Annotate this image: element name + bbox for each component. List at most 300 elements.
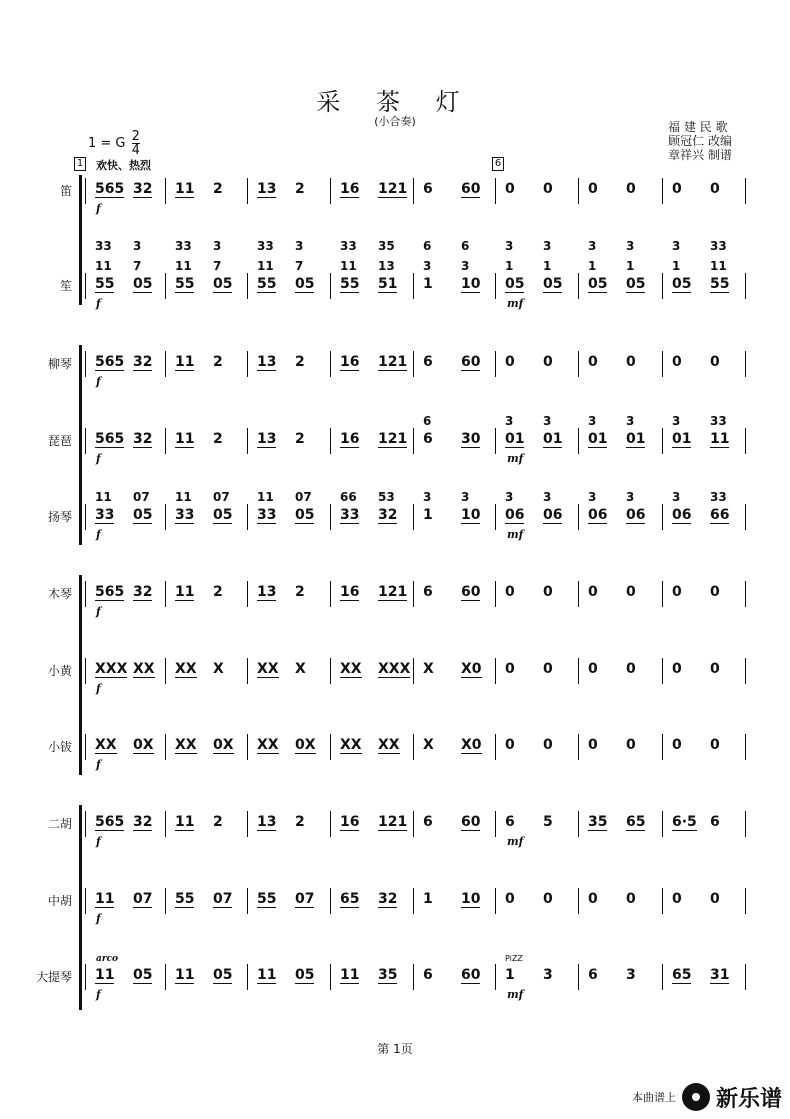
note-group: X0: [461, 737, 482, 753]
note-group: 05: [213, 276, 233, 292]
upper-note: 3: [626, 414, 635, 428]
barline: [495, 811, 496, 837]
note-group: 11: [175, 967, 195, 983]
note-group: 05: [505, 276, 525, 292]
note-group: 3: [543, 967, 553, 983]
note-group: 0: [505, 354, 515, 370]
barline: [662, 504, 663, 530]
note-group: 13: [257, 431, 277, 447]
note-group: 121: [378, 181, 408, 197]
note-group: 0: [672, 661, 682, 677]
system-brace: [79, 805, 82, 1010]
note-group: XX: [257, 661, 279, 677]
instrument-name: 柳琴: [47, 357, 72, 371]
dynamic-marking: f: [96, 375, 101, 388]
note-group: 0: [710, 737, 720, 753]
note-group: 05: [672, 276, 692, 292]
barline: [85, 273, 86, 299]
barline: [578, 178, 579, 204]
barline: [247, 734, 248, 760]
credits: [668, 120, 732, 162]
note-group: 05: [213, 967, 233, 983]
note-group: 07: [133, 891, 153, 907]
barline: [745, 734, 746, 760]
barline: [662, 734, 663, 760]
barline: [165, 888, 166, 914]
note-group: XXX: [378, 661, 411, 677]
barline: [662, 811, 663, 837]
note-group: 13: [257, 181, 277, 197]
note-group: X: [213, 661, 224, 677]
upper-note: 1: [543, 259, 552, 273]
note-group: X0: [461, 661, 482, 677]
dynamic-marking: f: [96, 297, 101, 310]
system-brace: [79, 345, 82, 545]
note-group: XX: [175, 737, 197, 753]
note-group: 0: [543, 737, 553, 753]
note-group: 0: [588, 584, 598, 600]
barline: [662, 658, 663, 684]
barline: [495, 964, 496, 990]
note-group: 11: [175, 431, 195, 447]
barline: [745, 811, 746, 837]
note-group: 60: [461, 584, 481, 600]
instrument-name: 扬琴: [47, 510, 72, 524]
upper-note: 11: [340, 259, 357, 273]
note-group: 60: [461, 967, 481, 983]
note-group: 6: [423, 814, 433, 830]
note-group: 06: [672, 507, 692, 523]
note-group: 6: [710, 814, 720, 830]
upper-note: 3: [423, 490, 432, 504]
barline: [247, 178, 248, 204]
barline: [330, 964, 331, 990]
note-group: 06: [626, 507, 646, 523]
note-group: 65: [672, 967, 692, 983]
upper-note: 3: [672, 490, 681, 504]
barline: [165, 734, 166, 760]
barline: [578, 428, 579, 454]
system-brace: [79, 575, 82, 775]
upper-note: 3: [295, 239, 304, 253]
footer-text: 本曲谱上: [631, 1091, 676, 1104]
note-group: 65: [626, 814, 646, 830]
barline: [578, 581, 579, 607]
note-group: 0: [626, 354, 636, 370]
note-group: 11: [257, 967, 277, 983]
score-title: 采 茶 灯: [316, 88, 474, 116]
note-group: 55: [175, 891, 195, 907]
note-group: 2: [213, 181, 223, 197]
barline: [85, 888, 86, 914]
barline: [165, 581, 166, 607]
instrument-name: 二胡: [47, 817, 72, 831]
barline: [745, 178, 746, 204]
note-group: 06: [505, 507, 525, 523]
note-group: 121: [378, 431, 408, 447]
note-group: 55: [710, 276, 730, 292]
note-group: 60: [461, 181, 481, 197]
note-group: XX: [95, 737, 117, 753]
dynamic-marking: f: [96, 202, 101, 215]
instrument-name: 笙: [59, 279, 72, 293]
note-group: 2: [295, 181, 305, 197]
note-group: 30: [461, 431, 481, 447]
note-group: 0: [710, 354, 720, 370]
upper-note: 11: [257, 259, 274, 273]
time-denominator: 4: [131, 143, 140, 158]
upper-note: 3: [213, 239, 222, 253]
note-group: 121: [378, 584, 408, 600]
note-group: 1: [505, 967, 515, 983]
note-group: 0: [543, 661, 553, 677]
barline: [330, 581, 331, 607]
note-group: 6·5: [672, 814, 697, 830]
note-group: 1: [423, 276, 433, 292]
barline: [578, 888, 579, 914]
note-group: 565: [95, 431, 125, 447]
upper-note: 07: [213, 490, 230, 504]
time-numerator: 2: [131, 129, 140, 144]
barline: [578, 273, 579, 299]
note-group: 565: [95, 814, 125, 830]
upper-note: 3: [588, 414, 597, 428]
note-group: 32: [133, 431, 153, 447]
note-group: X: [423, 737, 434, 753]
note-group: 0: [505, 584, 515, 600]
barline: [85, 734, 86, 760]
note-group: XX: [257, 737, 279, 753]
note-group: 11: [175, 584, 195, 600]
note-group: 32: [133, 354, 153, 370]
upper-note: 3: [626, 239, 635, 253]
note-group: 3: [626, 967, 636, 983]
dynamic-marking: mf: [507, 297, 524, 310]
upper-note: 33: [95, 239, 112, 253]
note-group: 11: [175, 814, 195, 830]
note-group: 16: [340, 431, 360, 447]
barline: [247, 504, 248, 530]
note-group: XX: [133, 661, 155, 677]
upper-note: 3: [505, 414, 514, 428]
barline: [745, 351, 746, 377]
barline: [413, 351, 414, 377]
barline: [165, 811, 166, 837]
upper-note: 6: [423, 414, 432, 428]
dynamic-marking: f: [96, 912, 101, 925]
barline: [578, 734, 579, 760]
dynamic-marking: f: [96, 682, 101, 695]
credit-line: 顾冠仁 改编: [668, 134, 732, 148]
barline: [495, 581, 496, 607]
barline: [330, 658, 331, 684]
note-group: 2: [295, 584, 305, 600]
barline: [165, 273, 166, 299]
pizz-marking: PiZZ: [505, 954, 523, 963]
note-group: 13: [257, 814, 277, 830]
barline: [495, 734, 496, 760]
note-group: 13: [257, 584, 277, 600]
upper-note: 3: [423, 259, 432, 273]
note-group: 55: [175, 276, 195, 292]
barline: [85, 351, 86, 377]
upper-note: 3: [543, 414, 552, 428]
note-group: 1: [423, 507, 433, 523]
upper-note: 11: [95, 259, 112, 273]
note-group: 60: [461, 354, 481, 370]
instrument-name: 笛: [59, 184, 72, 198]
barline: [662, 273, 663, 299]
system-brace: [79, 175, 82, 305]
barline: [413, 273, 414, 299]
key-label: 1 = G: [88, 136, 126, 151]
upper-note: 7: [133, 259, 142, 273]
barline: [745, 504, 746, 530]
note-group: 6: [423, 354, 433, 370]
note-group: 6: [423, 181, 433, 197]
note-group: 32: [378, 507, 398, 523]
upper-note: 11: [710, 259, 727, 273]
note-group: 0X: [295, 737, 316, 753]
upper-note: 35: [378, 239, 395, 253]
note-group: 55: [257, 891, 277, 907]
note-group: 33: [257, 507, 277, 523]
upper-note: 07: [295, 490, 312, 504]
note-group: 01: [672, 431, 692, 447]
barline: [330, 351, 331, 377]
note-group: 05: [295, 967, 315, 983]
barline: [578, 811, 579, 837]
upper-note: 6: [423, 239, 432, 253]
credit-line: 福 建 民 歌: [668, 120, 728, 134]
barline: [247, 581, 248, 607]
note-group: 32: [133, 584, 153, 600]
note-group: 33: [175, 507, 195, 523]
note-group: 0: [672, 181, 682, 197]
section-mark: 1: [74, 157, 86, 171]
upper-note: 3: [505, 239, 514, 253]
note-group: 01: [505, 431, 525, 447]
barline: [495, 504, 496, 530]
barline: [662, 351, 663, 377]
upper-note: 13: [378, 259, 395, 273]
barline: [413, 964, 414, 990]
note-group: 33: [340, 507, 360, 523]
barline: [413, 178, 414, 204]
note-group: 0X: [213, 737, 234, 753]
barline: [578, 351, 579, 377]
note-group: 0: [588, 891, 598, 907]
score-subtitle: (小合奏): [374, 115, 416, 128]
note-group: 0: [710, 181, 720, 197]
dynamic-marking: mf: [507, 988, 524, 1001]
note-group: 0: [672, 891, 682, 907]
note-group: 05: [588, 276, 608, 292]
upper-note: 3: [588, 490, 597, 504]
barline: [578, 504, 579, 530]
note-group: 2: [213, 354, 223, 370]
barline: [495, 351, 496, 377]
instrument-name: 小钹: [47, 740, 72, 754]
note-group: 05: [133, 507, 153, 523]
time-signature: [132, 130, 140, 157]
credit-line: 章祥兴 制谱: [668, 148, 732, 162]
barline: [165, 351, 166, 377]
section-mark: 6: [492, 157, 504, 171]
note-group: 55: [340, 276, 360, 292]
note-group: 0: [505, 181, 515, 197]
note-group: XX: [340, 737, 362, 753]
upper-note: 33: [340, 239, 357, 253]
note-group: 0: [588, 181, 598, 197]
page-number: 第 1页: [377, 1042, 413, 1056]
barline: [413, 734, 414, 760]
note-group: 0: [543, 584, 553, 600]
note-group: 07: [213, 891, 233, 907]
note-group: 6: [423, 431, 433, 447]
note-group: 0: [505, 891, 515, 907]
note-group: 16: [340, 814, 360, 830]
note-group: 2: [213, 431, 223, 447]
note-group: 565: [95, 354, 125, 370]
note-group: XXX: [95, 661, 128, 677]
note-group: 6: [505, 814, 515, 830]
barline: [330, 178, 331, 204]
key-signature: [88, 130, 140, 157]
upper-note: 66: [340, 490, 357, 504]
note-group: 6: [423, 584, 433, 600]
barline: [330, 734, 331, 760]
dynamic-marking: mf: [507, 452, 524, 465]
barline: [495, 273, 496, 299]
note-group: 0: [626, 181, 636, 197]
note-group: 07: [295, 891, 315, 907]
tempo-marking: 欢快、热烈: [96, 159, 151, 172]
barline: [662, 178, 663, 204]
note-group: 06: [588, 507, 608, 523]
barline: [165, 504, 166, 530]
note-group: 565: [95, 584, 125, 600]
note-group: 66: [710, 507, 730, 523]
barline: [247, 273, 248, 299]
note-group: 05: [295, 276, 315, 292]
barline: [85, 658, 86, 684]
note-group: 2: [295, 814, 305, 830]
barline: [330, 504, 331, 530]
upper-note: 33: [710, 490, 727, 504]
note-group: 05: [213, 507, 233, 523]
upper-note: 3: [133, 239, 142, 253]
barline: [413, 504, 414, 530]
barline: [247, 888, 248, 914]
note-group: 16: [340, 354, 360, 370]
upper-note: 33: [710, 414, 727, 428]
upper-note: 11: [175, 490, 192, 504]
upper-note: 1: [588, 259, 597, 273]
upper-note: 11: [257, 490, 274, 504]
note-group: 10: [461, 507, 481, 523]
note-group: 05: [133, 276, 153, 292]
note-group: 35: [588, 814, 608, 830]
barline: [578, 658, 579, 684]
note-group: X: [423, 661, 434, 677]
upper-note: 3: [543, 490, 552, 504]
upper-note: 3: [672, 239, 681, 253]
barline: [85, 504, 86, 530]
note-group: 0: [710, 661, 720, 677]
note-group: 05: [295, 507, 315, 523]
note-group: 0: [626, 661, 636, 677]
note-group: 11: [95, 967, 115, 983]
note-group: 0X: [133, 737, 154, 753]
barline: [745, 888, 746, 914]
barline: [495, 888, 496, 914]
note-group: 0: [588, 661, 598, 677]
note-group: 11: [175, 354, 195, 370]
note-group: 2: [295, 354, 305, 370]
logo-text: 新乐谱: [715, 1086, 782, 1112]
note-group: 11: [340, 967, 360, 983]
barline: [85, 811, 86, 837]
note-group: 55: [95, 276, 115, 292]
note-group: 01: [543, 431, 563, 447]
barline: [745, 964, 746, 990]
note-group: 121: [378, 814, 408, 830]
upper-note: 3: [672, 414, 681, 428]
note-group: 1: [423, 891, 433, 907]
upper-note: 33: [175, 239, 192, 253]
note-group: 32: [378, 891, 398, 907]
barline: [85, 964, 86, 990]
upper-note: 33: [710, 239, 727, 253]
instrument-name: 中胡: [47, 894, 72, 908]
note-group: 0: [543, 181, 553, 197]
note-group: 0: [588, 737, 598, 753]
barline: [413, 428, 414, 454]
barline: [330, 811, 331, 837]
note-group: 10: [461, 276, 481, 292]
upper-note: 1: [626, 259, 635, 273]
dynamic-marking: f: [96, 605, 101, 618]
note-group: 11: [175, 181, 195, 197]
note-group: 16: [340, 584, 360, 600]
barline: [165, 428, 166, 454]
upper-note: 53: [378, 490, 395, 504]
note-group: 06: [543, 507, 563, 523]
note-group: 10: [461, 891, 481, 907]
note-group: 0: [505, 661, 515, 677]
barline: [745, 273, 746, 299]
barline: [247, 351, 248, 377]
barline: [413, 811, 414, 837]
barline: [85, 428, 86, 454]
note-group: 35: [378, 967, 398, 983]
note-group: 2: [295, 431, 305, 447]
note-group: 05: [133, 967, 153, 983]
barline: [662, 964, 663, 990]
barline: [247, 811, 248, 837]
note-group: 65: [340, 891, 360, 907]
note-group: 121: [378, 354, 408, 370]
upper-note: 11: [175, 259, 192, 273]
upper-note: 1: [672, 259, 681, 273]
note-group: X: [295, 661, 306, 677]
barline: [745, 428, 746, 454]
dynamic-marking: f: [96, 452, 101, 465]
note-group: XX: [378, 737, 400, 753]
barline: [247, 964, 248, 990]
note-group: 0: [672, 584, 682, 600]
